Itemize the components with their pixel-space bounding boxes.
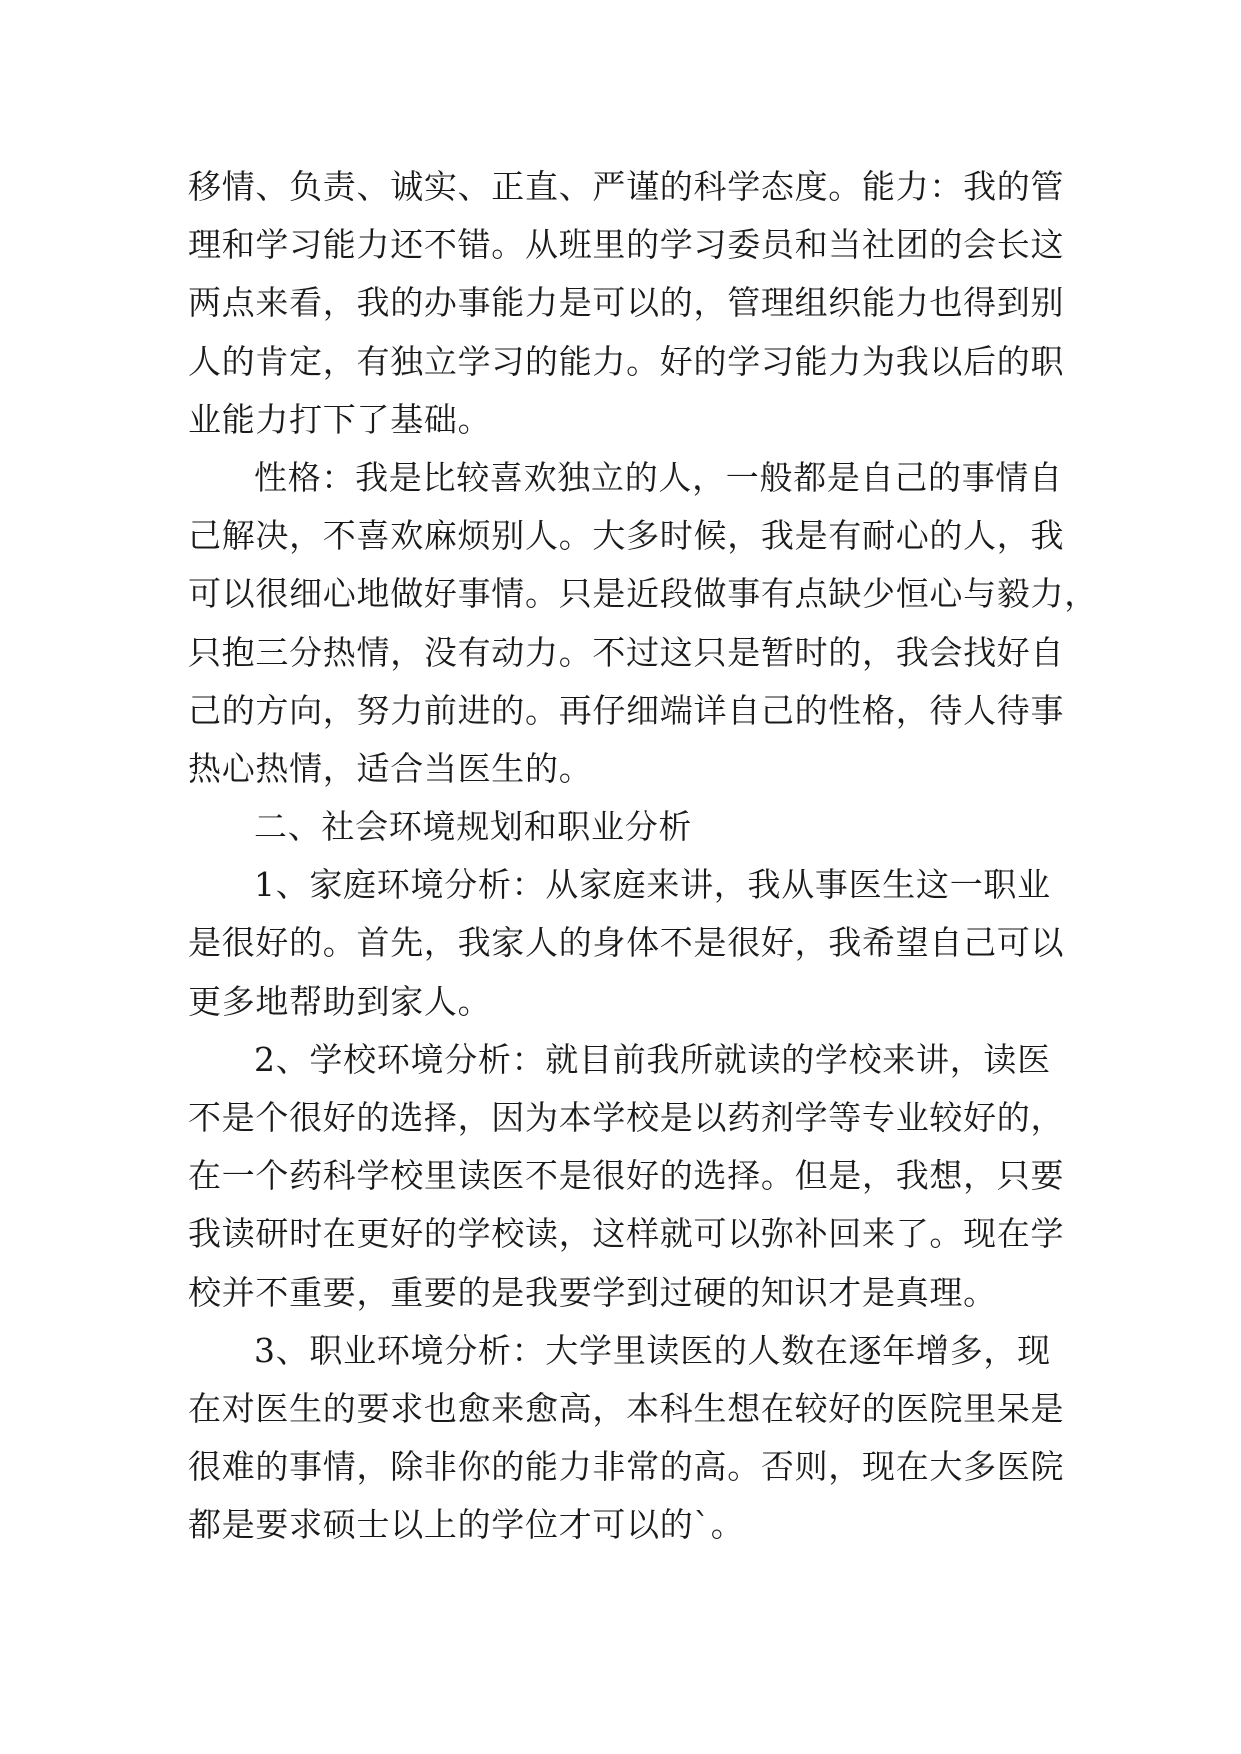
text-line: 是很好的。首先，我家人的身体不是很好，我希望自己可以 xyxy=(188,923,1065,963)
paragraph-start-line: 2、学校环境分析：就目前我所就读的学校来讲，读医 xyxy=(254,1039,1051,1079)
paragraph-start-line: 3、职业环境分析：大学里读医的人数在逐年增多，现 xyxy=(254,1330,1051,1370)
text-line: 己解决，不喜欢麻烦别人。大多时候，我是有耐心的人，我 xyxy=(188,516,1065,556)
paragraph-start-line: 1、家庭环境分析：从家庭来讲，我从事医生这一职业 xyxy=(254,865,1051,905)
section-heading: 二、社会环境规划和职业分析 xyxy=(254,807,693,847)
text-line: 都是要求硕士以上的学位才可以的`。 xyxy=(188,1505,745,1545)
text-line: 两点来看，我的办事能力是可以的，管理组织能力也得到别 xyxy=(188,283,1065,323)
body-text xyxy=(188,158,1098,1555)
text-line: 更多地帮助到家人。 xyxy=(188,981,492,1021)
text-line: 在一个药科学校里读医不是很好的选择。但是，我想，只要 xyxy=(188,1156,1065,1196)
text-line: 在对医生的要求也愈来愈高，本科生想在较好的医院里呆是 xyxy=(188,1388,1065,1428)
text-line: 校并不重要，重要的是我要学到过硬的知识才是真理。 xyxy=(188,1272,997,1312)
text-line: 己的方向，努力前进的。再仔细端详自己的性格，待人待事 xyxy=(188,690,1065,730)
text-line: 可以很细心地做好事情。只是近段做事有点缺少恒心与毅力， xyxy=(188,574,1098,614)
text-line: 不是个很好的选择，因为本学校是以药剂学等专业较好的， xyxy=(188,1098,1065,1137)
text-line: 热心热情，适合当医生的。 xyxy=(188,748,593,788)
text-line: 只抱三分热情，没有动力。不过这只是暂时的，我会找好自 xyxy=(188,632,1065,672)
text-line: 业能力打下了基础。 xyxy=(188,399,492,439)
text-line: 移情、负责、诚实、正直、严谨的科学态度。能力：我的管 xyxy=(188,167,1065,206)
text-line: 我读研时在更好的学校读，这样就可以弥补回来了。现在学 xyxy=(188,1214,1065,1254)
paragraph-start-line: 性格：我是比较喜欢独立的人，一般都是自己的事情自 xyxy=(254,457,1063,497)
text-line: 人的肯定，有独立学习的能力。好的学习能力为我以后的职 xyxy=(188,341,1065,381)
text-line: 理和学习能力还不错。从班里的学习委员和当社团的会长这 xyxy=(188,225,1065,265)
text-line: 很难的事情，除非你的能力非常的高。否则，现在大多医院 xyxy=(188,1447,1065,1487)
